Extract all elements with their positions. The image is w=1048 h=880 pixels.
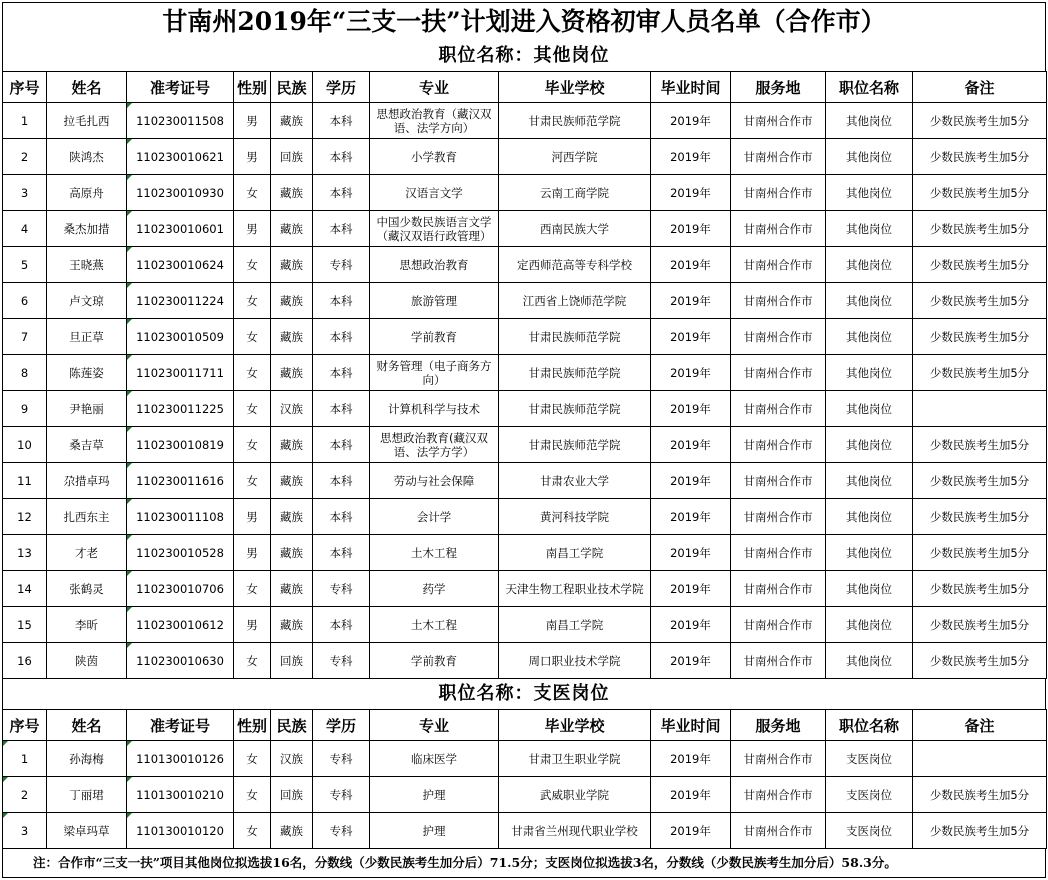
cell-major: 思想政治教育（藏汉双语、法学方向） [370, 103, 499, 139]
cell-gender: 女 [234, 319, 271, 355]
cell-education: 本科 [313, 175, 370, 211]
table-row [3, 283, 1047, 319]
cell-remark [913, 741, 1047, 777]
cell-exam-id: 110230011224 [127, 283, 234, 319]
cell-grad-year: 2019年 [651, 571, 731, 607]
cell-ethnicity: 藏族 [271, 211, 313, 247]
cell-service-location: 甘南州合作市 [731, 535, 826, 571]
cell-exam-id: 110230010819 [127, 427, 234, 463]
column-header-service-location: 服务地 [731, 72, 826, 103]
cell-school: 黄河科技学院 [499, 499, 651, 535]
cell-major: 土木工程 [370, 535, 499, 571]
column-header-index: 序号 [3, 72, 47, 103]
cell-education: 本科 [313, 211, 370, 247]
cell-name: 孙海梅 [47, 741, 127, 777]
table-row [3, 741, 1047, 777]
cell-name: 张鹤灵 [47, 571, 127, 607]
cell-service-location: 甘南州合作市 [731, 211, 826, 247]
table-other-positions [2, 71, 1047, 679]
cell-major: 学前教育 [370, 319, 499, 355]
cell-remark: 少数民族考生加5分 [913, 463, 1047, 499]
cell-school: 武威职业学院 [499, 777, 651, 813]
table-row [3, 355, 1047, 391]
footnote: 注：合作市“三支一扶”项目其他岗位拟选拔16名，分数线（少数民族考生加分后）71.5分；支医岗位拟选拔3名，分数线（少数民族考生加分后）58.3分。 [2, 849, 1046, 878]
cell-education: 本科 [313, 499, 370, 535]
cell-name: 扎西东主 [47, 499, 127, 535]
cell-ethnicity: 藏族 [271, 355, 313, 391]
cell-education: 本科 [313, 103, 370, 139]
cell-school: 甘肃卫生职业学院 [499, 741, 651, 777]
cell-major: 财务管理（电子商务方向） [370, 355, 499, 391]
cell-index: 8 [3, 355, 47, 391]
cell-school: 甘肃民族师范学院 [499, 427, 651, 463]
header-row [3, 710, 1047, 741]
cell-remark: 少数民族考生加5分 [913, 283, 1047, 319]
cell-position: 其他岗位 [826, 607, 913, 643]
table-row [3, 319, 1047, 355]
cell-service-location: 甘南州合作市 [731, 607, 826, 643]
cell-remark [913, 391, 1047, 427]
cell-remark: 少数民族考生加5分 [913, 355, 1047, 391]
cell-position: 其他岗位 [826, 535, 913, 571]
cell-ethnicity: 藏族 [271, 571, 313, 607]
cell-position: 支医岗位 [826, 813, 913, 849]
column-header-position: 职位名称 [826, 72, 913, 103]
cell-index: 2 [3, 139, 47, 175]
table-row [3, 643, 1047, 679]
cell-service-location: 甘南州合作市 [731, 427, 826, 463]
column-header-school: 毕业学校 [499, 72, 651, 103]
cell-education: 专科 [313, 643, 370, 679]
column-header-ethnicity: 民族 [271, 710, 313, 741]
column-header-position: 职位名称 [826, 710, 913, 741]
cell-major: 计算机科学与技术 [370, 391, 499, 427]
table-row [3, 571, 1047, 607]
cell-ethnicity: 回族 [271, 643, 313, 679]
cell-position: 其他岗位 [826, 139, 913, 175]
table-row [3, 391, 1047, 427]
cell-position: 其他岗位 [826, 211, 913, 247]
cell-service-location: 甘南州合作市 [731, 391, 826, 427]
cell-exam-id: 110230010509 [127, 319, 234, 355]
cell-major: 旅游管理 [370, 283, 499, 319]
cell-education: 本科 [313, 319, 370, 355]
cell-ethnicity: 藏族 [271, 813, 313, 849]
cell-index: 3 [3, 175, 47, 211]
cell-education: 本科 [313, 283, 370, 319]
cell-name: 卢文琼 [47, 283, 127, 319]
cell-education: 专科 [313, 741, 370, 777]
cell-major: 思想政治教育 [370, 247, 499, 283]
cell-position: 其他岗位 [826, 175, 913, 211]
cell-grad-year: 2019年 [651, 463, 731, 499]
cell-exam-id: 110230010621 [127, 139, 234, 175]
cell-remark: 少数民族考生加5分 [913, 777, 1047, 813]
column-header-education: 学历 [313, 710, 370, 741]
cell-grad-year: 2019年 [651, 175, 731, 211]
cell-name: 桑吉草 [47, 427, 127, 463]
table-row [3, 247, 1047, 283]
cell-exam-id: 110230010601 [127, 211, 234, 247]
cell-school: 甘肃民族师范学院 [499, 103, 651, 139]
cell-ethnicity: 藏族 [271, 103, 313, 139]
cell-index: 13 [3, 535, 47, 571]
cell-name: 才老 [47, 535, 127, 571]
cell-name: 尕措卓玛 [47, 463, 127, 499]
cell-school: 甘肃省兰州现代职业学校 [499, 813, 651, 849]
cell-service-location: 甘南州合作市 [731, 777, 826, 813]
cell-ethnicity: 汉族 [271, 391, 313, 427]
cell-ethnicity: 藏族 [271, 535, 313, 571]
cell-service-location: 甘南州合作市 [731, 571, 826, 607]
cell-index: 16 [3, 643, 47, 679]
cell-remark: 少数民族考生加5分 [913, 427, 1047, 463]
cell-school: 天津生物工程职业技术学院 [499, 571, 651, 607]
cell-exam-id: 110230010624 [127, 247, 234, 283]
cell-service-location: 甘南州合作市 [731, 741, 826, 777]
cell-gender: 女 [234, 741, 271, 777]
table-row [3, 175, 1047, 211]
cell-remark: 少数民族考生加5分 [913, 247, 1047, 283]
cell-major: 思想政治教育(藏汉双语、法学方学） [370, 427, 499, 463]
cell-service-location: 甘南州合作市 [731, 463, 826, 499]
cell-index: 6 [3, 283, 47, 319]
cell-index: 11 [3, 463, 47, 499]
column-header-school: 毕业学校 [499, 710, 651, 741]
cell-service-location: 甘南州合作市 [731, 319, 826, 355]
cell-education: 本科 [313, 391, 370, 427]
column-header-major: 专业 [370, 72, 499, 103]
column-header-major: 专业 [370, 710, 499, 741]
cell-name: 梁卓玛草 [47, 813, 127, 849]
cell-grad-year: 2019年 [651, 247, 731, 283]
cell-major: 护理 [370, 813, 499, 849]
cell-grad-year: 2019年 [651, 427, 731, 463]
cell-school: 西南民族大学 [499, 211, 651, 247]
page-title: 甘南州2019年“三支一扶”计划进入资格初审人员名单（合作市） [2, 2, 1046, 41]
table-row [3, 139, 1047, 175]
cell-remark: 少数民族考生加5分 [913, 211, 1047, 247]
column-header-ethnicity: 民族 [271, 72, 313, 103]
cell-education: 专科 [313, 777, 370, 813]
cell-gender: 女 [234, 175, 271, 211]
table-row [3, 463, 1047, 499]
cell-ethnicity: 藏族 [271, 247, 313, 283]
cell-exam-id: 110230010630 [127, 643, 234, 679]
header-row [3, 72, 1047, 103]
cell-grad-year: 2019年 [651, 499, 731, 535]
table-row [3, 499, 1047, 535]
cell-remark: 少数民族考生加5分 [913, 103, 1047, 139]
cell-gender: 女 [234, 777, 271, 813]
cell-gender: 女 [234, 427, 271, 463]
cell-gender: 女 [234, 355, 271, 391]
cell-major: 会计学 [370, 499, 499, 535]
cell-service-location: 甘南州合作市 [731, 499, 826, 535]
cell-gender: 男 [234, 103, 271, 139]
cell-position: 其他岗位 [826, 391, 913, 427]
cell-education: 本科 [313, 427, 370, 463]
cell-service-location: 甘南州合作市 [731, 175, 826, 211]
cell-position: 支医岗位 [826, 741, 913, 777]
cell-exam-id: 110230011508 [127, 103, 234, 139]
cell-index: 9 [3, 391, 47, 427]
cell-remark: 少数民族考生加5分 [913, 139, 1047, 175]
cell-position: 其他岗位 [826, 319, 913, 355]
cell-school: 河西学院 [499, 139, 651, 175]
column-header-name: 姓名 [47, 710, 127, 741]
cell-ethnicity: 回族 [271, 777, 313, 813]
column-header-exam-id: 准考证号 [127, 710, 234, 741]
cell-name: 王晓燕 [47, 247, 127, 283]
cell-school: 周口职业技术学院 [499, 643, 651, 679]
cell-position: 其他岗位 [826, 571, 913, 607]
column-header-remark: 备注 [913, 72, 1047, 103]
cell-remark: 少数民族考生加5分 [913, 813, 1047, 849]
cell-school: 甘肃农业大学 [499, 463, 651, 499]
cell-education: 本科 [313, 355, 370, 391]
cell-remark: 少数民族考生加5分 [913, 643, 1047, 679]
cell-name: 旦正草 [47, 319, 127, 355]
cell-school: 甘肃民族师范学院 [499, 319, 651, 355]
cell-index: 14 [3, 571, 47, 607]
cell-remark: 少数民族考生加5分 [913, 319, 1047, 355]
column-header-name: 姓名 [47, 72, 127, 103]
cell-remark: 少数民族考生加5分 [913, 535, 1047, 571]
cell-education: 专科 [313, 247, 370, 283]
cell-grad-year: 2019年 [651, 211, 731, 247]
cell-service-location: 甘南州合作市 [731, 283, 826, 319]
cell-grad-year: 2019年 [651, 391, 731, 427]
cell-grad-year: 2019年 [651, 607, 731, 643]
cell-grad-year: 2019年 [651, 103, 731, 139]
cell-index: 5 [3, 247, 47, 283]
cell-grad-year: 2019年 [651, 535, 731, 571]
cell-position: 其他岗位 [826, 103, 913, 139]
cell-ethnicity: 回族 [271, 139, 313, 175]
cell-remark: 少数民族考生加5分 [913, 607, 1047, 643]
cell-gender: 男 [234, 211, 271, 247]
cell-exam-id: 110230010930 [127, 175, 234, 211]
cell-school: 定西师范高等专科学校 [499, 247, 651, 283]
column-header-education: 学历 [313, 72, 370, 103]
cell-service-location: 甘南州合作市 [731, 139, 826, 175]
cell-index: 2 [3, 777, 47, 813]
cell-index: 3 [3, 813, 47, 849]
cell-gender: 男 [234, 499, 271, 535]
cell-index: 7 [3, 319, 47, 355]
cell-name: 陈莲姿 [47, 355, 127, 391]
cell-remark: 少数民族考生加5分 [913, 175, 1047, 211]
cell-school: 云南工商学院 [499, 175, 651, 211]
cell-exam-id: 110130010210 [127, 777, 234, 813]
cell-ethnicity: 藏族 [271, 283, 313, 319]
cell-exam-id: 110230011711 [127, 355, 234, 391]
cell-position: 其他岗位 [826, 463, 913, 499]
cell-remark: 少数民族考生加5分 [913, 571, 1047, 607]
cell-service-location: 甘南州合作市 [731, 103, 826, 139]
cell-name: 桑杰加措 [47, 211, 127, 247]
cell-position: 其他岗位 [826, 427, 913, 463]
cell-school: 江西省上饶师范学院 [499, 283, 651, 319]
cell-ethnicity: 藏族 [271, 427, 313, 463]
cell-name: 陕鸿杰 [47, 139, 127, 175]
cell-gender: 女 [234, 813, 271, 849]
cell-education: 本科 [313, 535, 370, 571]
cell-gender: 女 [234, 463, 271, 499]
table-row [3, 813, 1047, 849]
table-row [3, 103, 1047, 139]
cell-name: 拉毛扎西 [47, 103, 127, 139]
spreadsheet [2, 2, 1046, 878]
cell-education: 本科 [313, 463, 370, 499]
cell-ethnicity: 藏族 [271, 499, 313, 535]
cell-position: 支医岗位 [826, 777, 913, 813]
section-title-other: 职位名称：其他岗位 [2, 41, 1046, 71]
table-medical-positions [2, 709, 1047, 849]
cell-gender: 男 [234, 139, 271, 175]
column-header-grad-year: 毕业时间 [651, 710, 731, 741]
cell-major: 小学教育 [370, 139, 499, 175]
cell-gender: 女 [234, 283, 271, 319]
cell-grad-year: 2019年 [651, 643, 731, 679]
cell-position: 其他岗位 [826, 355, 913, 391]
cell-gender: 男 [234, 535, 271, 571]
cell-service-location: 甘南州合作市 [731, 643, 826, 679]
cell-major: 药学 [370, 571, 499, 607]
cell-grad-year: 2019年 [651, 283, 731, 319]
cell-index: 15 [3, 607, 47, 643]
cell-exam-id: 110230011616 [127, 463, 234, 499]
cell-school: 甘肃民族师范学院 [499, 391, 651, 427]
cell-remark: 少数民族考生加5分 [913, 499, 1047, 535]
cell-exam-id: 110230011108 [127, 499, 234, 535]
cell-index: 10 [3, 427, 47, 463]
column-header-service-location: 服务地 [731, 710, 826, 741]
column-header-exam-id: 准考证号 [127, 72, 234, 103]
column-header-index: 序号 [3, 710, 47, 741]
cell-position: 其他岗位 [826, 247, 913, 283]
cell-grad-year: 2019年 [651, 319, 731, 355]
table-row [3, 211, 1047, 247]
cell-index: 1 [3, 741, 47, 777]
cell-service-location: 甘南州合作市 [731, 247, 826, 283]
cell-education: 专科 [313, 813, 370, 849]
column-header-gender: 性别 [234, 710, 271, 741]
cell-index: 1 [3, 103, 47, 139]
cell-exam-id: 110230010612 [127, 607, 234, 643]
cell-major: 汉语言文学 [370, 175, 499, 211]
table-row [3, 777, 1047, 813]
cell-position: 其他岗位 [826, 643, 913, 679]
cell-gender: 女 [234, 571, 271, 607]
cell-education: 专科 [313, 571, 370, 607]
cell-major: 中国少数民族语言文学（藏汉双语行政管理） [370, 211, 499, 247]
cell-exam-id: 110230011225 [127, 391, 234, 427]
cell-ethnicity: 汉族 [271, 741, 313, 777]
cell-grad-year: 2019年 [651, 355, 731, 391]
cell-major: 土木工程 [370, 607, 499, 643]
cell-ethnicity: 藏族 [271, 463, 313, 499]
cell-grad-year: 2019年 [651, 741, 731, 777]
table-row [3, 427, 1047, 463]
cell-index: 4 [3, 211, 47, 247]
cell-name: 丁丽珺 [47, 777, 127, 813]
cell-service-location: 甘南州合作市 [731, 355, 826, 391]
cell-education: 本科 [313, 607, 370, 643]
cell-grad-year: 2019年 [651, 139, 731, 175]
cell-ethnicity: 藏族 [271, 607, 313, 643]
cell-name: 李昕 [47, 607, 127, 643]
cell-exam-id: 110130010120 [127, 813, 234, 849]
cell-school: 甘肃民族师范学院 [499, 355, 651, 391]
cell-gender: 女 [234, 391, 271, 427]
cell-position: 其他岗位 [826, 283, 913, 319]
column-header-remark: 备注 [913, 710, 1047, 741]
cell-exam-id: 110230010706 [127, 571, 234, 607]
table-row [3, 607, 1047, 643]
cell-major: 学前教育 [370, 643, 499, 679]
cell-name: 陕茵 [47, 643, 127, 679]
cell-name: 尹艳丽 [47, 391, 127, 427]
cell-gender: 男 [234, 607, 271, 643]
cell-grad-year: 2019年 [651, 813, 731, 849]
column-header-gender: 性别 [234, 72, 271, 103]
cell-gender: 女 [234, 247, 271, 283]
cell-grad-year: 2019年 [651, 777, 731, 813]
cell-ethnicity: 藏族 [271, 175, 313, 211]
cell-exam-id: 110130010126 [127, 741, 234, 777]
cell-school: 南昌工学院 [499, 607, 651, 643]
cell-gender: 女 [234, 643, 271, 679]
section-title-medical: 职位名称：支医岗位 [2, 679, 1046, 709]
cell-education: 本科 [313, 139, 370, 175]
cell-school: 南昌工学院 [499, 535, 651, 571]
cell-ethnicity: 藏族 [271, 319, 313, 355]
cell-major: 临床医学 [370, 741, 499, 777]
cell-exam-id: 110230010528 [127, 535, 234, 571]
cell-major: 劳动与社会保障 [370, 463, 499, 499]
cell-position: 其他岗位 [826, 499, 913, 535]
cell-index: 12 [3, 499, 47, 535]
cell-major: 护理 [370, 777, 499, 813]
column-header-grad-year: 毕业时间 [651, 72, 731, 103]
table-row [3, 535, 1047, 571]
cell-name: 高原舟 [47, 175, 127, 211]
cell-service-location: 甘南州合作市 [731, 813, 826, 849]
